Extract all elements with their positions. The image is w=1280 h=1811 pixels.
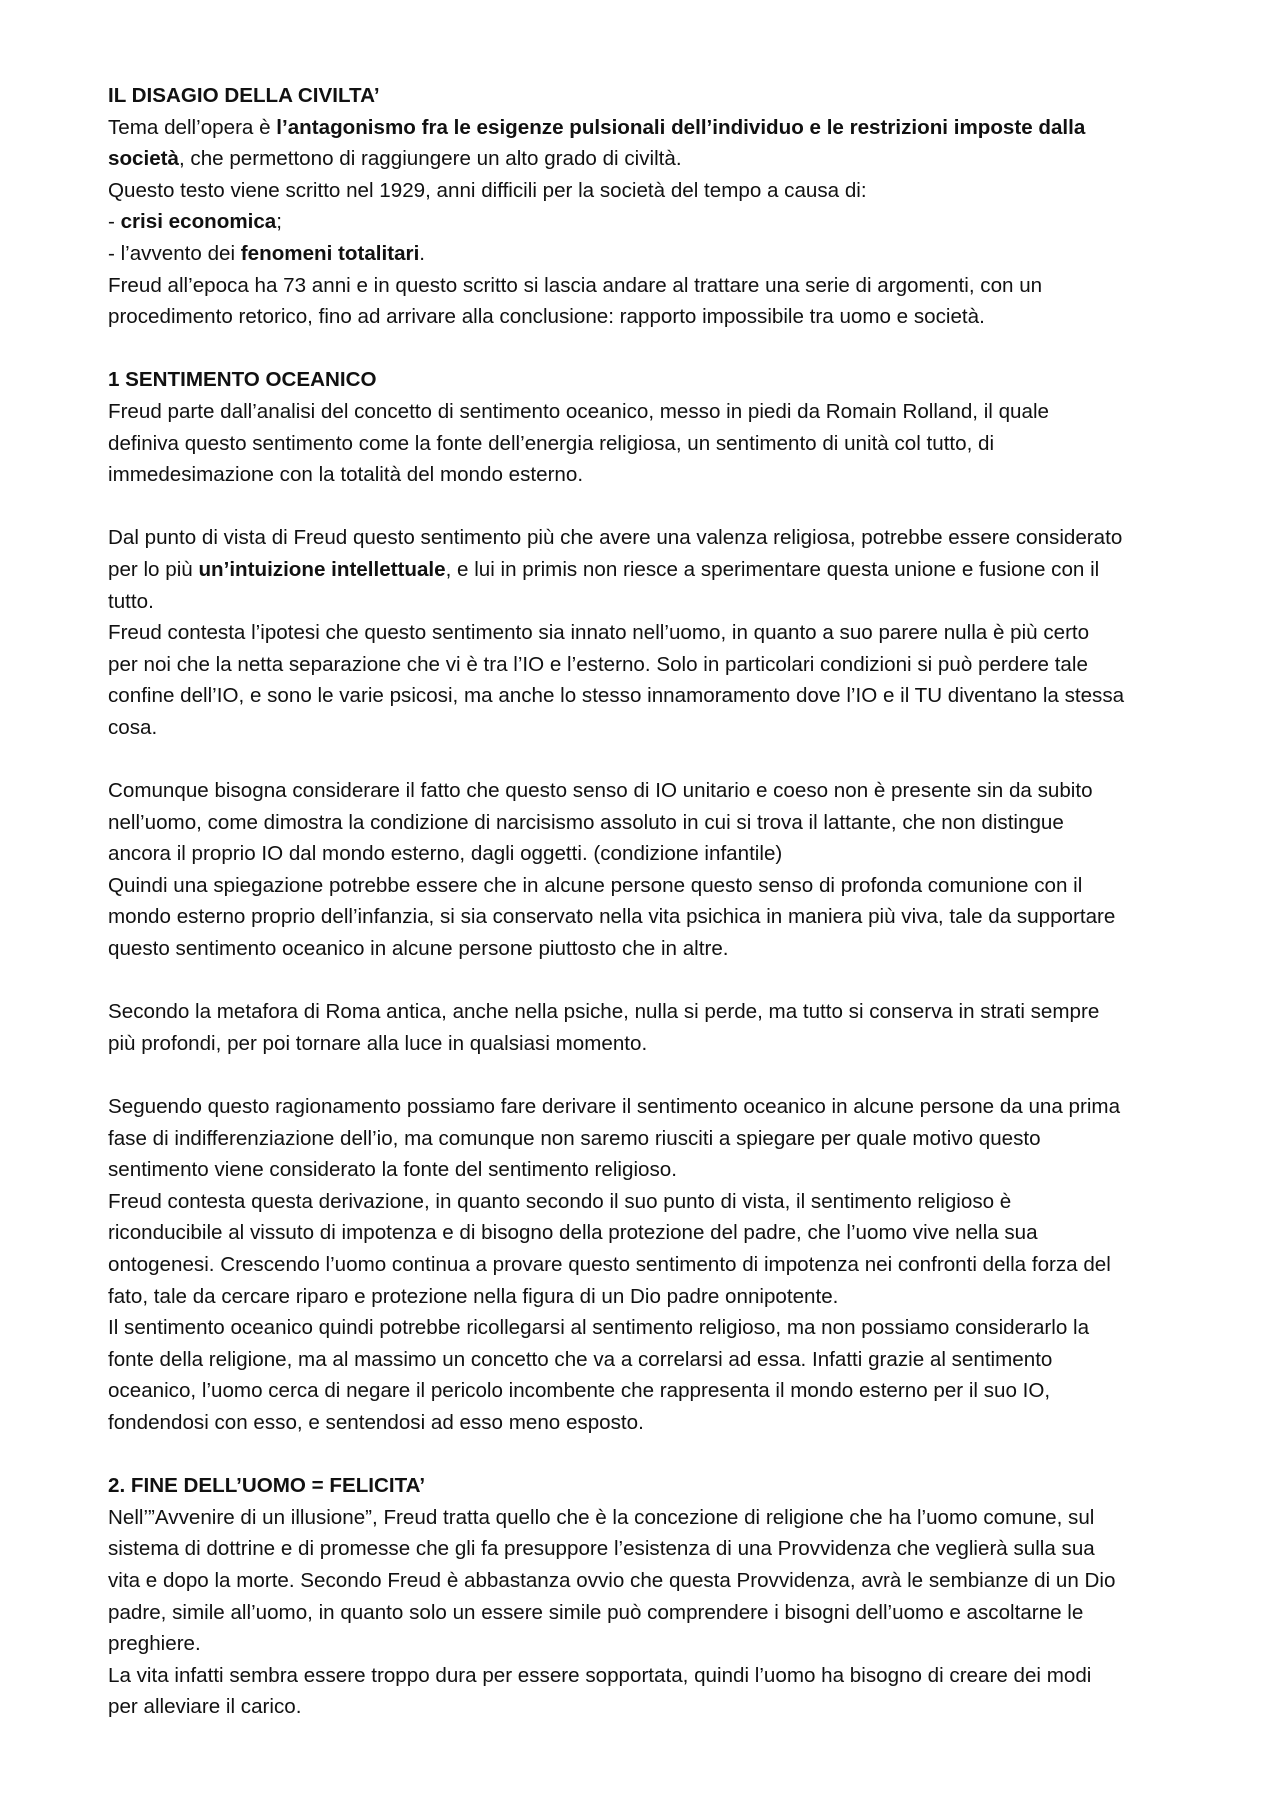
- paragraph-gap: [108, 965, 1180, 997]
- bold-text: l’antagonismo fra le esigenze pulsionali dell’individuo e le restrizioni imposte dalla: [276, 115, 1086, 139]
- text-line: sentimento viene considerato la fonte del sentimento religioso.: [108, 1158, 677, 1182]
- bold-text: crisi economica: [120, 210, 277, 234]
- text-line: per lo più un’intuizione intellettuale, e lui in primis non riesce a sperimentare questa unione e fusione con il: [108, 557, 1100, 581]
- paragraph-gap: [108, 1059, 1180, 1091]
- text-line: riconducibile al vissuto di impotenza e di bisogno della protezione del padre, che l’uomo vive nella sua: [108, 1221, 1038, 1245]
- text-line: nell’uomo, come dimostra la condizione di narcisismo assoluto in cui si trova il lattante, che non distingue: [108, 810, 1064, 834]
- text-line: mondo esterno proprio dell’infanzia, si sia conservato nella vita psichica in maniera più viva, tale da supportare: [108, 905, 1116, 929]
- bold-text: fenomeni totalitari: [240, 241, 420, 265]
- text-line: per alleviare il carico.: [108, 1695, 302, 1719]
- text-line: Comunque bisogna considerare il fatto che questo senso di IO unitario e coeso non è presente sin da subito: [108, 779, 1093, 803]
- bold-text: un’intuizione intellettuale: [198, 557, 446, 581]
- text-line: Secondo la metafora di Roma antica, anche nella psiche, nulla si perde, ma tutto si conserva in strati sempre: [108, 1000, 1100, 1024]
- text-line: fondendosi con esso, e sentendosi ad esso meno esposto.: [108, 1410, 644, 1434]
- text-line: Tema dell’opera è l’antagonismo fra le esigenze pulsionali dell’individuo e le restrizioni imposte dalla: [108, 115, 1086, 139]
- text-line: immedesimazione con la totalità del mondo esterno.: [108, 463, 584, 487]
- list-item: - l’avvento dei fenomeni totalitari.: [108, 241, 426, 265]
- text-line: fase di indifferenziazione dell’io, ma comunque non saremo riusciti a spiegare per quale motivo questo: [108, 1126, 1041, 1150]
- text-line: Freud parte dall’analisi del concetto di sentimento oceanico, messo in piedi da Romain Rolland, il quale: [108, 399, 1049, 423]
- text-line: La vita infatti sembra essere troppo dura per essere sopportata, quindi l’uomo ha bisogno di creare dei modi: [108, 1663, 1092, 1687]
- list-item: - crisi economica;: [108, 210, 282, 234]
- text-line: Freud contesta l’ipotesi che questo sentimento sia innato nell’uomo, in quanto a suo parere nulla è più certo: [108, 621, 1090, 645]
- bold-text: società: [108, 147, 179, 171]
- text-line: Seguendo questo ragionamento possiamo fare derivare il sentimento oceanico in alcune persone da una prima: [108, 1095, 1121, 1118]
- text-line: Questo testo viene scritto nel 1929, anni difficili per la società del tempo a causa di:: [108, 178, 867, 202]
- text-line: più profondi, per poi tornare alla luce in qualsiasi momento.: [108, 1031, 648, 1055]
- paragraph-gap: [108, 333, 1180, 365]
- text-line: definiva questo sentimento come la fonte dell’energia religiosa, un sentimento di unità col tutto, di: [108, 431, 995, 455]
- text-line: società, che permettono di raggiungere un alto grado di civiltà.: [108, 147, 682, 171]
- text-line: ancora il proprio IO dal mondo esterno, dagli oggetti. (condizione infantile): [108, 842, 783, 866]
- text-line: Dal punto di vista di Freud questo sentimento più che avere una valenza religiosa, potrebbe essere considerato: [108, 526, 1123, 550]
- text-line: Quindi una spiegazione potrebbe essere che in alcune persone questo senso di profonda comunione con il: [108, 873, 1083, 897]
- text-line: Il sentimento oceanico quindi potrebbe ricollegarsi al sentimento religioso, ma non possiamo considerarlo la: [108, 1316, 1090, 1340]
- text-line: sistema di dottrine e di promesse che gli fa presuppore l’esistenza di una Provvidenza che veglierà sulla sua: [108, 1537, 1095, 1561]
- text-line: Nell’”Avvenire di un illusione”, Freud tratta quello che è la concezione di religione che ha l’uomo comune, sul: [108, 1505, 1095, 1529]
- paragraph-gap: [108, 491, 1180, 523]
- section-heading: 1 SENTIMENTO OCEANICO: [108, 368, 377, 392]
- text-line: cosa.: [108, 715, 158, 739]
- text-line: questo sentimento oceanico in alcune persone piuttosto che in altre.: [108, 937, 729, 961]
- text-line: procedimento retorico, fino ad arrivare alla conclusione: rapporto impossibile tra uomo e società.: [108, 305, 985, 329]
- section-heading: 2. FINE DELL’UOMO = FELICITA’: [108, 1474, 426, 1498]
- paragraph-gap: [108, 743, 1180, 775]
- text-line: ontogenesi. Crescendo l’uomo continua a provare questo sentimento di impotenza nei confronti della forza del: [108, 1252, 1111, 1276]
- text-line: fato, tale da cercare riparo e protezione nella figura di un Dio padre onnipotente.: [108, 1284, 839, 1308]
- text-line: Freud all’epoca ha 73 anni e in questo scritto si lascia andare al trattare una serie di argomenti, con un: [108, 273, 1043, 297]
- text-line: per noi che la netta separazione che vi è tra l’IO e l’esterno. Solo in particolari condizioni si può perdere tale: [108, 652, 1088, 676]
- text-line: tutto.: [108, 589, 154, 613]
- text-line: Freud contesta questa derivazione, in quanto secondo il suo punto di vista, il sentimento religioso è: [108, 1189, 1012, 1213]
- text-line: confine dell’IO, e sono le varie psicosi, ma anche lo stesso innamoramento dove l’IO e il TU diventano la stessa: [108, 684, 1125, 708]
- text-line: padre, simile all’uomo, in quanto solo un essere simile può comprendere i bisogni dell’uomo e ascoltarne le: [108, 1600, 1084, 1624]
- document-title: IL DISAGIO DELLA CIVILTA’: [108, 84, 380, 107]
- text-line: vita e dopo la morte. Secondo Freud è abbastanza ovvio che questa Provvidenza, avrà le sembianze di un Dio: [108, 1568, 1116, 1592]
- text-line: preghiere.: [108, 1632, 201, 1656]
- text-line: fonte della religione, ma al massimo un concetto che va a correlarsi ad essa. Infatti grazie al sentimento: [108, 1347, 1053, 1371]
- paragraph-gap: [108, 1439, 1180, 1471]
- text-line: oceanico, l’uomo cerca di negare il pericolo incombente che rappresenta il mondo esterno per il suo IO,: [108, 1379, 1051, 1403]
